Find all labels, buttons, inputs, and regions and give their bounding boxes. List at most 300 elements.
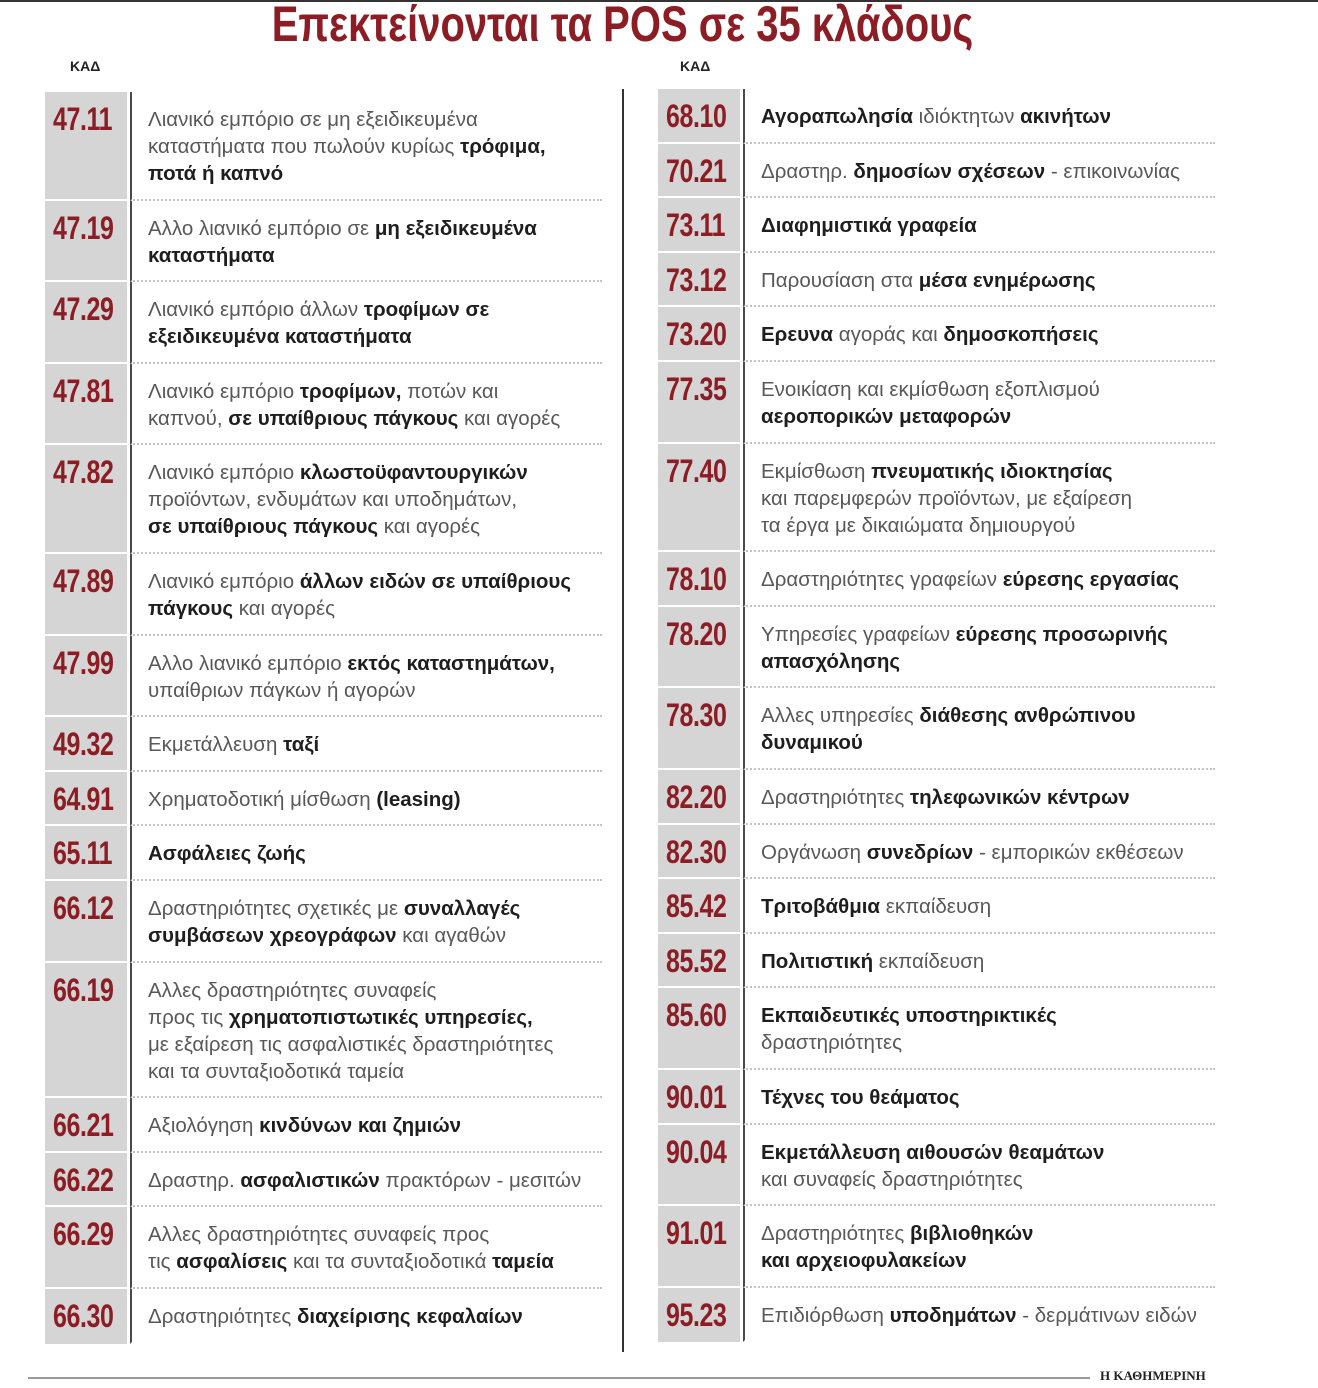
description-line	[761, 566, 1215, 593]
description-text: εκπαίδευση	[880, 895, 992, 919]
description-bold-text: σε υπαίθριους πάγκους	[228, 406, 459, 430]
kad-code: 47.29	[53, 291, 114, 328]
kad-code: 77.35	[666, 370, 727, 407]
kad-row	[658, 825, 1215, 880]
activity-description	[743, 362, 1215, 444]
description-text: πρακτόρων - μεσιτών	[379, 1168, 582, 1192]
kad-row	[45, 445, 602, 554]
description-line	[148, 786, 602, 813]
activity-description	[743, 552, 1215, 607]
description-text: προϊόντων, ενδυμάτων και υποδημάτων,	[148, 488, 518, 512]
description-line	[148, 323, 602, 350]
description-text: και αγορές	[378, 515, 481, 539]
kad-code-cell	[658, 988, 740, 1070]
kad-row	[45, 881, 602, 963]
kad-code-cell	[658, 1070, 740, 1125]
description-bold-text: συμβάσεων χρεογράφων	[148, 923, 397, 947]
description-bold-text: συνεδρίων	[866, 840, 974, 864]
description-bold-text: Πολιτιστική	[761, 949, 874, 973]
description-line	[761, 1247, 1215, 1274]
activity-description	[743, 307, 1215, 362]
kad-code: 82.30	[666, 833, 727, 870]
activity-description	[130, 445, 602, 554]
kad-code-cell	[45, 881, 127, 963]
description-line	[761, 512, 1215, 539]
description-text: Εκμίσθωση	[761, 459, 872, 483]
description-line	[761, 212, 1215, 239]
kad-code: 66.19	[53, 971, 114, 1008]
description-line	[148, 922, 602, 949]
description-bold-text: Εκμετάλλευση αιθουσών θεαμάτων	[761, 1140, 1105, 1164]
description-line	[148, 568, 602, 595]
description-bold-text: διάθεσης ανθρώπινου	[919, 704, 1136, 728]
description-bold-text: αεροπορικών μεταφορών	[761, 404, 1012, 428]
description-line	[761, 267, 1215, 294]
description-bold-text: Διαφημιστικά γραφεία	[761, 214, 977, 238]
activity-description	[743, 444, 1215, 553]
kad-row	[45, 92, 602, 201]
description-text: Λιανικό εμπόριο	[148, 379, 300, 403]
kad-code-cell	[658, 1206, 740, 1288]
activity-description	[743, 934, 1215, 989]
kad-code-cell	[45, 772, 127, 827]
description-bold-text: ασφαλιστικών	[240, 1168, 380, 1192]
description-bold-text: ταξί	[283, 733, 320, 757]
description-bold-text: εύρεσης εργασίας	[1002, 568, 1180, 592]
kad-code: 77.40	[666, 452, 727, 489]
kad-row	[658, 307, 1215, 362]
kad-row	[658, 1206, 1215, 1288]
description-text: Οργάνωση	[761, 840, 867, 864]
activity-description	[130, 772, 602, 827]
center-divider	[622, 89, 624, 1352]
description-bold-text: τρόφιμα,	[460, 135, 546, 158]
kad-code-cell	[658, 198, 740, 253]
description-line	[148, 1167, 602, 1194]
description-text: Λιανικό εμπόριο άλλων	[148, 298, 364, 322]
description-text: Λιανικό εμπόριο σε μη εξειδικευμένα	[148, 108, 478, 131]
activity-description	[130, 364, 602, 446]
activity-description	[130, 201, 602, 283]
description-text: και συναφείς δραστηριότητες	[761, 1167, 1023, 1191]
kad-code-cell	[658, 688, 740, 770]
description-text: και παρεμφερών προϊόντων, με εξαίρεση	[761, 486, 1133, 510]
description-line	[148, 895, 602, 922]
description-bold-text: Τέχνες του θεάματος	[761, 1085, 960, 1109]
kad-code-cell	[658, 879, 740, 934]
kad-code: 47.19	[53, 209, 114, 246]
activity-description	[130, 1289, 602, 1344]
activity-description	[743, 688, 1215, 770]
description-bold-text: ασφαλίσεις	[176, 1250, 288, 1274]
kad-row	[45, 772, 602, 827]
kad-code: 90.01	[666, 1078, 727, 1115]
kad-row	[45, 717, 602, 772]
activity-description	[743, 770, 1215, 825]
description-line	[148, 1248, 602, 1275]
kad-row	[45, 554, 602, 636]
source-credit: Η ΚΑΘΗΜΕΡΙΝΗ	[1100, 1368, 1206, 1383]
kad-code-cell	[658, 444, 740, 553]
kad-code-cell	[658, 825, 740, 880]
kad-code: 47.99	[53, 644, 114, 681]
kad-row	[45, 826, 602, 881]
description-line	[761, 893, 1215, 920]
description-line	[761, 158, 1215, 185]
kad-row	[658, 89, 1215, 144]
activity-description	[743, 198, 1215, 253]
description-text: Δραστηριότητες σχετικές με	[148, 896, 404, 920]
description-text: υπαίθριων πάγκων ή αγορών	[148, 678, 416, 702]
kad-code-cell	[45, 963, 127, 1099]
description-text: Αλλο λιανικό εμπόριο	[148, 651, 348, 675]
kad-code-cell	[658, 253, 740, 308]
description-line	[148, 1303, 602, 1330]
description-bold-text: εξειδικευμένα καταστήματα	[148, 325, 412, 349]
description-bold-text: άλλων ειδών σε υπαίθριους	[299, 569, 572, 593]
description-text: εκπαίδευση	[873, 949, 985, 973]
description-line	[761, 376, 1215, 403]
description-line	[761, 1302, 1215, 1329]
kad-row	[658, 253, 1215, 308]
kad-code: 73.11	[666, 207, 726, 244]
description-bold-text: Ερευνα	[761, 323, 834, 347]
description-bold-text: βιβλιοθηκών	[910, 1222, 1034, 1246]
headline	[0, 0, 1244, 54]
kad-code: 85.60	[666, 997, 727, 1034]
description-line	[761, 103, 1215, 130]
kad-code-cell	[45, 1289, 127, 1344]
description-text: Λιανικό εμπόριο	[148, 569, 300, 593]
description-text: Δραστηρ.	[148, 1168, 241, 1192]
kad-code-cell	[45, 445, 127, 554]
description-line	[761, 1166, 1215, 1193]
activity-description	[130, 881, 602, 963]
description-bold-text: τροφίμων,	[299, 379, 402, 403]
description-line	[148, 513, 602, 540]
description-line	[148, 1031, 602, 1058]
description-bold-text: τροφίμων σε	[363, 298, 490, 322]
kad-column-label-left: ΚΑΔ	[70, 58, 101, 74]
kad-code: 73.12	[666, 261, 727, 298]
kad-row	[658, 688, 1215, 770]
description-line	[761, 1002, 1215, 1029]
description-line	[148, 215, 602, 242]
description-line	[148, 731, 602, 758]
description-text: Ενοικίαση και εκμίσθωση εξοπλισμού	[761, 377, 1100, 401]
description-text: Εκμετάλλευση	[148, 733, 284, 757]
kad-code: 70.21	[666, 152, 727, 189]
kad-row	[658, 444, 1215, 553]
description-bold-text: ακινήτων	[1020, 105, 1112, 128]
kad-code-cell	[45, 1098, 127, 1153]
kad-code-cell	[45, 364, 127, 446]
description-line	[761, 485, 1215, 512]
kad-code-cell	[658, 934, 740, 989]
kad-row	[45, 364, 602, 446]
description-text: ποτών και	[401, 379, 499, 403]
kad-row	[658, 1070, 1215, 1125]
description-text: Αλλες δραστηριότητες συναφείς	[148, 978, 437, 1002]
description-bold-text: σε υπαίθριους πάγκους	[148, 515, 379, 539]
kad-code: 90.04	[666, 1133, 727, 1170]
bottom-rule	[28, 1377, 1090, 1379]
kad-code: 47.81	[53, 372, 114, 409]
description-line	[148, 378, 602, 405]
kad-row	[45, 1207, 602, 1289]
kad-code: 47.11	[53, 101, 113, 137]
description-bold-text: κινδύνων και ζημιών	[259, 1114, 462, 1138]
activity-description	[130, 92, 602, 201]
activity-description	[130, 717, 602, 772]
kad-code: 47.82	[53, 454, 114, 491]
description-line	[148, 977, 602, 1004]
description-text: - επικοινωνίας	[1045, 159, 1180, 183]
description-line	[761, 729, 1215, 756]
description-line	[148, 160, 602, 187]
description-line	[761, 403, 1215, 430]
description-text: - εμπορικών εκθέσεων	[973, 840, 1184, 864]
activity-description	[130, 1098, 602, 1153]
kad-column-label-right: ΚΑΔ	[680, 58, 711, 74]
description-text: Δραστηριότητες	[761, 785, 910, 809]
kad-code-cell	[658, 552, 740, 607]
description-text: Δραστηριότητες γραφείων	[761, 568, 1003, 592]
description-line	[148, 595, 602, 622]
activity-description	[743, 89, 1215, 144]
kad-code: 47.89	[53, 562, 114, 599]
description-bold-text: δημοσκοπήσεις	[943, 323, 1099, 347]
description-bold-text: μη εξειδικευμένα	[374, 216, 537, 240]
activity-description	[743, 1070, 1215, 1125]
kad-code-cell	[45, 201, 127, 283]
kad-code: 66.12	[53, 889, 114, 926]
description-bold-text: εύρεσης προσωρινής	[955, 622, 1168, 646]
activity-description	[130, 282, 602, 364]
description-text: Λιανικό εμπόριο	[148, 461, 300, 485]
description-text: τις	[148, 1250, 177, 1274]
kad-row	[45, 1289, 602, 1344]
kad-row	[658, 770, 1215, 825]
description-line	[761, 458, 1215, 485]
description-line	[148, 459, 602, 486]
activity-description	[743, 1206, 1215, 1288]
description-line	[148, 486, 602, 513]
description-line	[761, 1029, 1215, 1056]
description-text: καταστήματα που πωλούν κυρίως	[148, 135, 461, 158]
description-text: Χρηματοδοτική μίσθωση	[148, 787, 377, 811]
description-line	[761, 1220, 1215, 1247]
kad-row	[45, 201, 602, 283]
kad-code-cell	[45, 636, 127, 718]
kad-code: 73.20	[666, 316, 727, 353]
description-text: και αγαθών	[396, 923, 507, 947]
kad-code: 68.10	[666, 98, 727, 134]
kad-code: 66.21	[53, 1107, 114, 1144]
kad-row	[658, 1125, 1215, 1207]
description-bold-text: Τριτοβάθμια	[761, 895, 881, 919]
activity-description	[743, 988, 1215, 1070]
description-text: δραστηριότητες	[761, 1031, 903, 1055]
description-bold-text: και αρχειοφυλακείων	[761, 1249, 967, 1273]
kad-code: 82.20	[666, 778, 727, 815]
kad-code-cell	[45, 1207, 127, 1289]
kad-row	[658, 934, 1215, 989]
description-bold-text: καταστήματα	[148, 243, 275, 267]
headline-text: Επεκτείνονται τα POS σε 35 κλάδους	[271, 0, 973, 52]
left-kad-table	[45, 92, 602, 1344]
description-line	[148, 106, 602, 133]
description-line	[761, 1084, 1215, 1111]
kad-code: 66.30	[53, 1297, 114, 1334]
description-line	[148, 242, 602, 269]
description-bold-text: συναλλαγές	[403, 896, 521, 920]
description-text: Δραστηριότητες	[761, 1222, 910, 1246]
description-line	[148, 650, 602, 677]
kad-code: 65.11	[53, 835, 113, 872]
kad-code-cell	[658, 144, 740, 199]
kad-row	[658, 879, 1215, 934]
kad-row	[658, 198, 1215, 253]
kad-row	[658, 362, 1215, 444]
description-bold-text: κλωστοϋφαντουργικών	[299, 461, 528, 485]
activity-description	[743, 879, 1215, 934]
kad-code-cell	[45, 1153, 127, 1208]
activity-description	[130, 963, 602, 1099]
kad-row	[658, 144, 1215, 199]
kad-code-cell	[45, 282, 127, 364]
activity-description	[743, 144, 1215, 199]
description-bold-text: απασχόλησης	[761, 649, 901, 673]
description-bold-text: μέσα ενημέρωσης	[918, 268, 1096, 292]
description-text: και αγορές	[458, 406, 561, 430]
description-line	[761, 321, 1215, 348]
kad-code-cell	[658, 607, 740, 689]
description-bold-text: διαχείρισης κεφαλαίων	[297, 1304, 523, 1328]
description-text: Αλλες υπηρεσίες	[761, 704, 920, 728]
description-bold-text: υποδημάτων	[889, 1303, 1017, 1327]
kad-code: 64.91	[53, 780, 114, 817]
description-bold-text: δυναμικού	[761, 731, 863, 755]
description-text: Αλλες δραστηριότητες συναφείς προς	[148, 1223, 490, 1247]
kad-code-cell	[45, 717, 127, 772]
kad-row	[45, 636, 602, 718]
description-text: Υπηρεσίες γραφείων	[761, 622, 956, 646]
kad-code: 95.23	[666, 1296, 727, 1333]
kad-code-cell	[658, 362, 740, 444]
kad-code: 78.30	[666, 697, 727, 734]
description-text: αγοράς και	[833, 323, 944, 347]
description-bold-text: Εκπαιδευτικές υποστηρικτικές	[761, 1004, 1057, 1028]
description-line	[148, 1112, 602, 1139]
description-text: Δραστηρ.	[761, 159, 854, 183]
description-text: Επιδιόρθωση	[761, 1303, 890, 1327]
kad-code-cell	[45, 92, 127, 201]
kad-code-cell	[658, 770, 740, 825]
description-line	[761, 621, 1215, 648]
activity-description	[130, 1153, 602, 1208]
kad-code: 85.52	[666, 942, 727, 979]
description-line	[148, 1221, 602, 1248]
kad-row	[45, 1153, 602, 1208]
description-text: Παρουσίαση στα	[761, 268, 919, 292]
kad-code-cell	[658, 307, 740, 362]
kad-code: 49.32	[53, 726, 114, 763]
kad-code-cell	[658, 89, 740, 144]
description-bold-text: δημοσίων σχέσεων	[853, 159, 1046, 183]
description-text: - δερμάτινων ειδών	[1016, 1303, 1197, 1327]
description-line	[148, 677, 602, 704]
kad-code: 66.29	[53, 1216, 114, 1253]
description-line	[761, 784, 1215, 811]
kad-code: 78.10	[666, 561, 727, 598]
kad-code: 66.22	[53, 1161, 114, 1198]
description-line	[761, 1139, 1215, 1166]
description-bold-text: Ασφάλειες ζωής	[148, 842, 306, 866]
kad-code-cell	[658, 1288, 740, 1343]
activity-description	[130, 826, 602, 881]
kad-row	[658, 988, 1215, 1070]
activity-description	[743, 1125, 1215, 1207]
description-text: Δραστηριότητες	[148, 1304, 297, 1328]
activity-description	[743, 607, 1215, 689]
kad-row	[658, 1288, 1215, 1343]
activity-description	[743, 253, 1215, 308]
kad-row	[45, 282, 602, 364]
description-line	[761, 839, 1215, 866]
kad-code-cell	[45, 826, 127, 881]
description-line	[148, 840, 602, 867]
description-text: τα έργα με δικαιώματα δημιουργού	[761, 513, 1076, 537]
kad-row	[658, 552, 1215, 607]
kad-code-cell	[45, 554, 127, 636]
activity-description	[130, 554, 602, 636]
kad-row	[45, 1098, 602, 1153]
description-text: καπνού,	[148, 406, 229, 430]
description-line	[761, 702, 1215, 729]
description-text: και αγορές	[233, 596, 335, 620]
description-text: με εξαίρεση τις ασφαλιστικές δραστηριότητες	[148, 1032, 554, 1056]
activity-description	[130, 636, 602, 718]
kad-row	[45, 963, 602, 1099]
description-bold-text: πάγκους	[148, 596, 233, 620]
description-text: και τα συνταξιοδοτικά ταμεία	[148, 1059, 405, 1083]
activity-description	[130, 1207, 602, 1289]
description-bold-text: ποτά ή καπνό	[148, 162, 284, 185]
description-text: προς τις	[148, 1005, 230, 1029]
description-line	[761, 948, 1215, 975]
description-line	[148, 133, 602, 160]
kad-row	[658, 607, 1215, 689]
right-kad-table	[658, 89, 1215, 1342]
description-bold-text: εκτός καταστημάτων,	[347, 651, 555, 675]
kad-code: 85.42	[666, 888, 727, 925]
kad-code-cell	[658, 1125, 740, 1207]
description-line	[148, 405, 602, 432]
activity-description	[743, 825, 1215, 880]
description-line	[148, 1058, 602, 1085]
description-line	[761, 648, 1215, 675]
description-text: ιδιόκτητων	[912, 105, 1021, 128]
kad-code: 91.01	[666, 1215, 727, 1252]
description-line	[148, 1004, 602, 1031]
description-bold-text: ταμεία	[492, 1250, 554, 1274]
description-bold-text: (leasing)	[376, 787, 461, 811]
description-bold-text: τηλεφωνικών κέντρων	[910, 785, 1130, 809]
kad-code: 78.20	[666, 615, 727, 652]
description-text: Αλλο λιανικό εμπόριο σε	[148, 216, 375, 240]
description-line	[148, 296, 602, 323]
